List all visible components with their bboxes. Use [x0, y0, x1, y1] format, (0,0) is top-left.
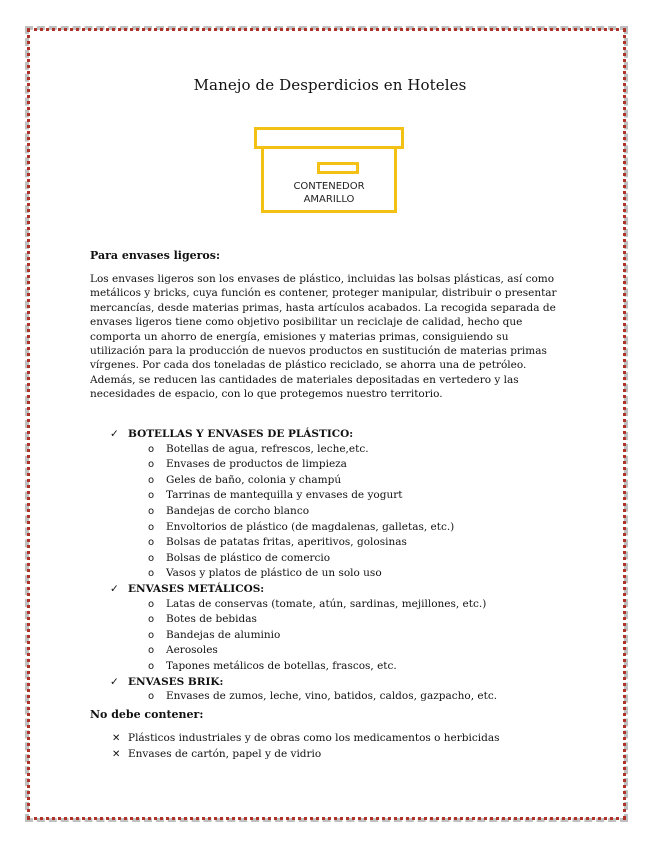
circle-bullet-icon: o — [148, 660, 155, 672]
circle-bullet-icon: o — [148, 614, 155, 626]
section-heading-light-packaging: Para envases ligeros: — [90, 249, 221, 262]
list-item: o Bolsas de patatas fritas, aperitivos, golosinas — [148, 535, 570, 551]
list-item: o Bandejas de aluminio — [148, 628, 570, 644]
container-lid — [254, 127, 404, 149]
list-item: o Envoltorios de plástico (de magdalenas, galletas, etc.) — [148, 520, 570, 536]
circle-bullet-icon: o — [148, 598, 155, 610]
group-metal — [110, 582, 570, 675]
circle-bullet-icon: o — [148, 537, 155, 549]
circle-bullet-icon: o — [148, 552, 155, 564]
container-handle — [317, 162, 359, 174]
list-item: o Latas de conservas (tomate, atún, sardinas, mejillones, etc.) — [148, 597, 570, 613]
cross-icon: ✕ — [112, 748, 121, 760]
group-items — [110, 597, 570, 675]
circle-bullet-icon: o — [148, 459, 155, 471]
list-item: o Tarrinas de mantequilla y envases de yogurt — [148, 488, 570, 504]
check-icon: ✓ — [110, 582, 119, 595]
circle-bullet-icon: o — [148, 645, 155, 657]
list-item: o Bolsas de plástico de comercio — [148, 551, 570, 567]
list-item: o Bandejas de corcho blanco — [148, 504, 570, 520]
exclusion-list — [112, 731, 572, 762]
group-items — [110, 689, 570, 705]
container-label-line2: AMARILLO — [303, 194, 355, 205]
list-item: o Tapones metálicos de botellas, frascos, etc. — [148, 659, 570, 675]
container-body — [261, 149, 397, 213]
group-items — [110, 442, 570, 582]
circle-bullet-icon: o — [148, 521, 155, 533]
check-icon: ✓ — [110, 428, 119, 440]
cross-icon: ✕ — [112, 733, 121, 744]
circle-bullet-icon: o — [148, 490, 155, 502]
group-plastic — [110, 427, 570, 582]
container-label-line1: CONTENEDOR — [293, 181, 365, 192]
list-item: o Aerosoles — [148, 643, 570, 659]
group-brik — [110, 675, 570, 705]
list-item: o Geles de baño, colonia y champú — [148, 473, 570, 489]
circle-bullet-icon: o — [148, 505, 155, 517]
page-title: Manejo de Desperdicios en Hoteles — [193, 76, 467, 94]
group-title: ENVASES METÁLICOS: — [128, 582, 265, 595]
packaging-groups — [110, 427, 570, 705]
list-item: o Envases de zumos, leche, vino, batidos, caldos, gazpacho, etc. — [148, 689, 570, 705]
check-icon: ✓ — [110, 675, 119, 688]
container-label — [264, 180, 394, 206]
circle-bullet-icon: o — [148, 443, 155, 455]
list-item: ✕ Envases de cartón, papel y de vidrio — [112, 747, 572, 763]
container-icon — [254, 127, 404, 213]
circle-bullet-icon: o — [148, 568, 155, 580]
group-title: ENVASES BRIK: — [128, 675, 224, 688]
circle-bullet-icon: o — [148, 629, 155, 641]
section-heading-exclusions: No debe contener: — [90, 708, 204, 721]
circle-bullet-icon: o — [148, 691, 155, 703]
list-item: o Botellas de agua, refrescos, leche,etc. — [148, 442, 570, 458]
circle-bullet-icon: o — [148, 474, 155, 486]
group-title: BOTELLAS Y ENVASES DE PLÁSTICO: — [128, 428, 354, 440]
intro-paragraph: Los envases ligeros son los envases de plástico, incluidas las bolsas plásticas, así como metálicos y bricks, cuya función es contener, proteger manipular, distribuir o presentar mercancías, desde materias primas, hasta artículos acabados. La recogida separada de envases ligeros tiene como objetivo posibilitar un reciclaje de calidad, hecho que comporta un ahorro de energía, emisiones y materias primas, consiguiendo su utilización para la producción de nuevos productos en sustitución de materias primas vírgenes. Por cada dos toneladas de plástico reciclado, se ahorra una de petróleo. Además, se reducen las cantidades de materiales depositadas en vertedero y las necesidades de espacio, con lo que protegemos nuestro territorio. — [90, 273, 557, 401]
list-item: o Vasos y platos de plástico de un solo uso — [148, 566, 570, 582]
list-item: ✕ Plásticos industriales y de obras como los medicamentos o herbicidas — [112, 731, 572, 747]
list-item: o Botes de bebidas — [148, 612, 570, 628]
list-item: o Envases de productos de limpieza — [148, 457, 570, 473]
